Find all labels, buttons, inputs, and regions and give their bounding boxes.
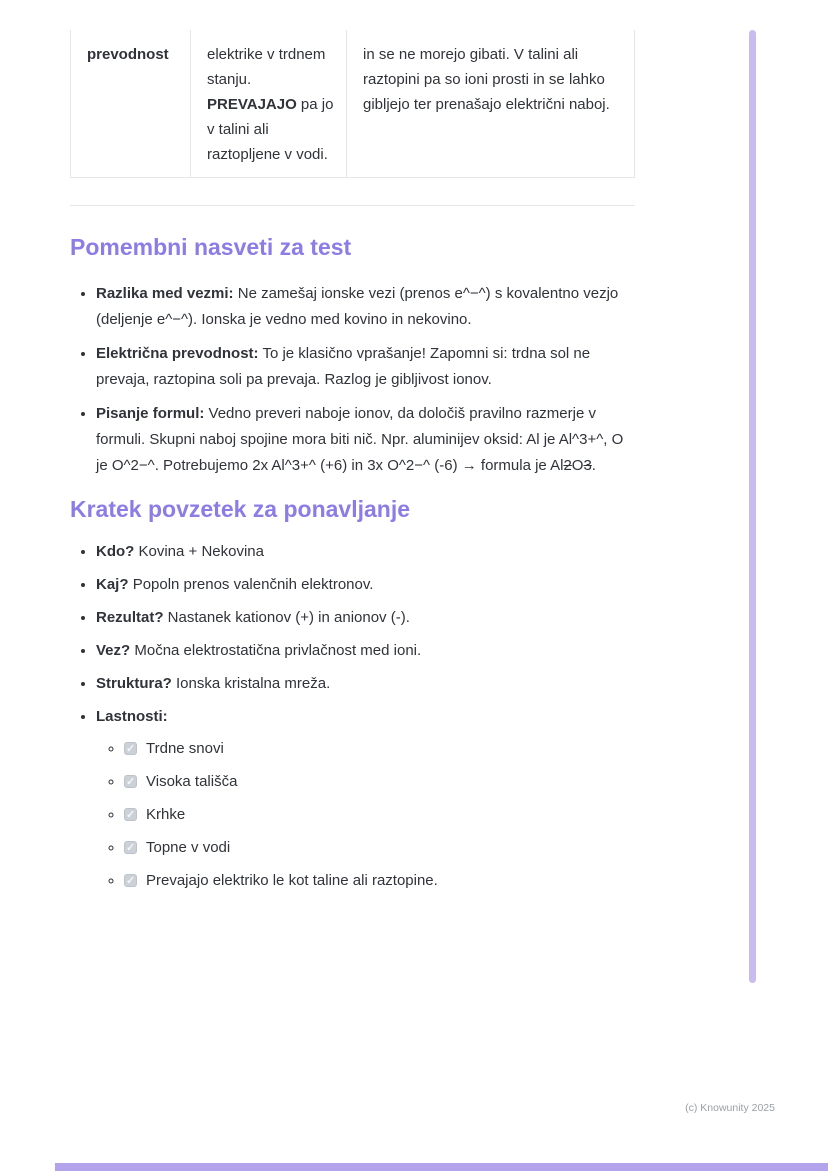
bullet-text: Močna elektrostatična privlačnost med ioni.	[134, 642, 422, 659]
bullet-label: Električna prevodnost:	[96, 345, 259, 362]
bullet-label: Rezultat?	[96, 609, 164, 626]
bullet-text: Ionska kristalna mreža.	[176, 675, 331, 692]
checkbox-checked	[124, 874, 137, 887]
list-item	[96, 341, 635, 393]
table-cell-explanation: in se ne morejo gibati. V talini ali raztopini pa so ioni prosti in se lahko gibljejo ter prenašajo električni naboj.	[347, 30, 635, 178]
checkbox-checked	[124, 742, 137, 755]
check-icon: ◦ ✓	[126, 743, 136, 755]
bullet-text: Nastanek kationov (+) in anionov (-).	[167, 609, 410, 626]
check-icon: ◦ ✓	[126, 875, 136, 887]
list-item	[96, 671, 635, 697]
cell-text: elektrike v trdnem stanju.	[207, 46, 326, 88]
bullet-text: Kovina + Nekovina	[138, 543, 264, 560]
footer-credit: (c) Knowunity 2025	[685, 1102, 775, 1114]
checklist-text: Visoka tališča	[146, 773, 238, 790]
bullet-text: Vedno preveri naboje ionov, da določiš pravilno razmerje v formuli. Skupni naboj spojine mora biti nič. Npr. aluminijev oksid: Al je Al^3+^, O je O^2−^. Potrebujemo 2x Al^3+^ (+6) in 3x O^2−^ (-6) → formula je Al	[96, 405, 624, 474]
checklist-text: Prevajajo elektriko le kot taline ali raztopine.	[146, 872, 438, 889]
bullet-label: Lastnosti:	[96, 708, 168, 725]
checklist-item	[124, 769, 635, 795]
list-item	[96, 281, 635, 333]
list-item	[96, 704, 635, 894]
table-cell-description	[191, 30, 347, 178]
check-icon: ◦ ✓	[126, 809, 136, 821]
list-item	[96, 572, 635, 598]
scrollbar-thumb[interactable]	[749, 30, 756, 983]
cell-bold-text: PREVAJAJO	[207, 96, 297, 113]
bullet-label: Vez?	[96, 642, 131, 659]
checklist-item	[124, 835, 635, 861]
bullet-label: Kdo?	[96, 543, 135, 560]
checklist-text: Trdne snovi	[146, 740, 224, 757]
tips-list	[70, 281, 635, 479]
properties-table	[70, 30, 635, 178]
checkbox-checked	[124, 775, 137, 788]
section-heading-tips: Pomembni nasveti za test	[70, 234, 352, 260]
document-content	[70, 30, 635, 894]
bullet-label: Struktura?	[96, 675, 172, 692]
bottom-accent-bar	[55, 1163, 828, 1171]
formula-subscript: 2	[563, 457, 572, 474]
checklist-text: Topne v vodi	[146, 839, 231, 856]
list-item	[96, 605, 635, 631]
checklist-item	[124, 736, 635, 762]
bullet-text: Ne zamešaj ionske vezi (prenos e^−^) s kovalentno vezjo (deljenje e^−^). Ionska je vedno med kovino in nekovino.	[96, 285, 619, 328]
bullet-label: Kaj?	[96, 576, 129, 593]
section-heading-summary: Kratek povzetek za ponavljanje	[70, 496, 411, 522]
checkbox-checked	[124, 841, 137, 854]
checklist-item	[124, 802, 635, 828]
bullet-label: Razlika med vezmi:	[96, 285, 234, 302]
check-icon: ◦ ✓	[126, 842, 136, 854]
list-item	[96, 539, 635, 565]
term-label: prevodnost	[87, 46, 169, 63]
bullet-label: Pisanje formul:	[96, 405, 205, 422]
formula-text: O	[571, 457, 584, 474]
formula-subscript: 3	[583, 457, 592, 474]
properties-checklist	[96, 736, 635, 894]
table-cell-term	[71, 30, 191, 178]
checkbox-checked	[124, 808, 137, 821]
checklist-text: Krhke	[146, 806, 186, 823]
check-icon: ◦ ✓	[126, 776, 136, 788]
summary-list	[70, 539, 635, 894]
list-item	[96, 638, 635, 664]
section-divider	[70, 205, 635, 206]
cell-text: pa jo v talini ali raztopljene v vodi.	[207, 96, 334, 163]
bullet-text: Popoln prenos valenčnih elektronov.	[132, 576, 374, 593]
list-item	[96, 401, 635, 479]
formula-text: .	[591, 457, 596, 474]
bullet-text: To je klasično vprašanje! Zapomni si: trdna sol ne prevaja, raztopina soli pa prevaja. Razlog je gibljivost ionov.	[96, 345, 591, 388]
checklist-item	[124, 868, 635, 894]
table-row	[71, 30, 635, 178]
